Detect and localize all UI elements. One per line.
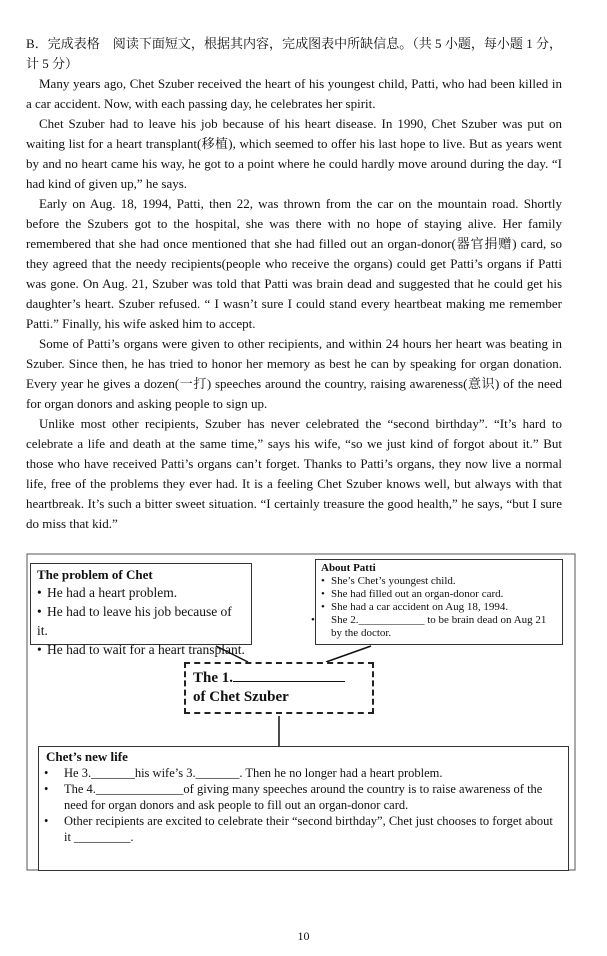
center-line-2: of Chet Szuber xyxy=(193,689,289,705)
paragraph-5: Unlike most other recipients, Szuber has never celebrated the “second birthday”. “It’s hard to celebrate a life and death at the same time,” says his wife, “so we just kind of forgot about it.” But those who have received Patti’s organs can’t forget. Thanks to Patti’s organs, they now live a normal life, free of the problems they ever had. It is a feeling Chet Szuber knows well, but always with that heartbreak. It’s such a bitter sweet situation. “I certainly treasure the good health,” he says, “but I sure do miss that kid.” xyxy=(26,416,562,531)
problem-title: The problem of Chet xyxy=(37,567,153,582)
bullet-icon: • xyxy=(321,588,325,600)
list-item: • He had a heart problem. xyxy=(37,585,178,600)
list-item: • He had to wait for a heart transplant. xyxy=(37,642,245,657)
problem-box xyxy=(30,563,252,657)
page-number: 10 xyxy=(297,929,310,943)
list-item: • Other recipients are excited to celebrate their “second birthday”, Chet just chooses to forget about it _________. xyxy=(44,814,553,844)
info-diagram xyxy=(26,553,576,873)
list-item: • She 2.____________ to be brain dead on Aug 21 by the doctor. xyxy=(311,614,547,639)
bullet-icon: • xyxy=(321,601,325,613)
paragraph-1: Many years ago, Chet Szuber received the heart of his youngest child, Patti, who had been killed in a car accident. Now, with each passing day, he celebrates her spirit. xyxy=(26,76,562,111)
new-life-list xyxy=(46,765,561,845)
list-item: • She had filled out an organ-donor card. xyxy=(321,588,504,600)
list-item: • She had a car accident on Aug 18, 1994. xyxy=(321,601,509,613)
center-line-1: The 1. xyxy=(193,669,365,688)
about-title: About Patti xyxy=(321,562,376,574)
bullet-icon: • xyxy=(44,814,49,828)
connector-right xyxy=(326,646,371,662)
bullet-icon: • xyxy=(44,766,49,780)
bullet-icon: • xyxy=(37,585,42,600)
list-item: • He had to leave his job because of it. xyxy=(37,604,232,638)
bullet-icon: • xyxy=(44,782,49,796)
list-item: • She’s Chet’s youngest child. xyxy=(321,575,456,587)
paragraph-3: Early on Aug. 18, 1994, Patti, then 22, was thrown from the car on the mountain road. Shortly before the Szubers got to the hospital, she was there with no hope of staying alive. Her family remembered that she had once mentioned that she had filled out an organ-donor(器官捐赠) card, so they agreed that the needy recipients(people who receive the organs) could get Patti’s organs if Patti was gone. On Aug. 21, Szuber was told that Patti was brain dead and suggested that he could get his daughter’s heart. Szuber refused. “ I wasn’t sure I could stand every heartbeat making me remember Patti.” Finally, his wife asked him to accept. xyxy=(26,196,562,331)
bullet-icon: • xyxy=(37,642,42,657)
new-life-box xyxy=(38,746,569,871)
paragraph-4: Some of Patti’s organs were given to other recipients, and within 24 hours her heart was beating in Szuber. Since then, he has tried to honor her memory as best he can by speaking for organ donation. Every year he gives a dozen(一打) speeches around the country, raising awareness(意识) of the need for organ donors and asking people to sign up. xyxy=(26,336,562,411)
paragraph-2: Chet Szuber had to leave his job because of his heart disease. In 1990, Chet Szuber was put on waiting list for a heart transplant(移植), which seemed to offer his last hope to live. But as years went by and no heart came his way, he got to a point where he could hardly move around during the day. “I had kind of given up,” he says. xyxy=(26,116,562,191)
problem-list xyxy=(37,583,245,659)
about-patti-box xyxy=(311,559,563,645)
center-topic-box xyxy=(184,662,374,714)
new-life-title: Chet’s new life xyxy=(46,749,128,764)
bullet-icon: • xyxy=(37,604,42,619)
section-heading: B．完成表格 阅读下面短文，根据其内容，完成图表中所缺信息。（共 5 小题，每小题 1 分，计 5 分） xyxy=(26,36,562,71)
answer-blank-1[interactable] xyxy=(233,681,345,682)
about-list xyxy=(311,575,557,640)
list-item: • He 3._______his wife’s 3._______. Then he no longer had a heart problem. xyxy=(44,766,443,780)
bullet-icon: • xyxy=(321,575,325,587)
list-item: • The 4.______________of giving many speeches around the country is to raise awareness of the need for organ donors and ask people to fill out an organ-donor card. xyxy=(44,782,543,812)
bullet-icon: • xyxy=(311,614,315,626)
